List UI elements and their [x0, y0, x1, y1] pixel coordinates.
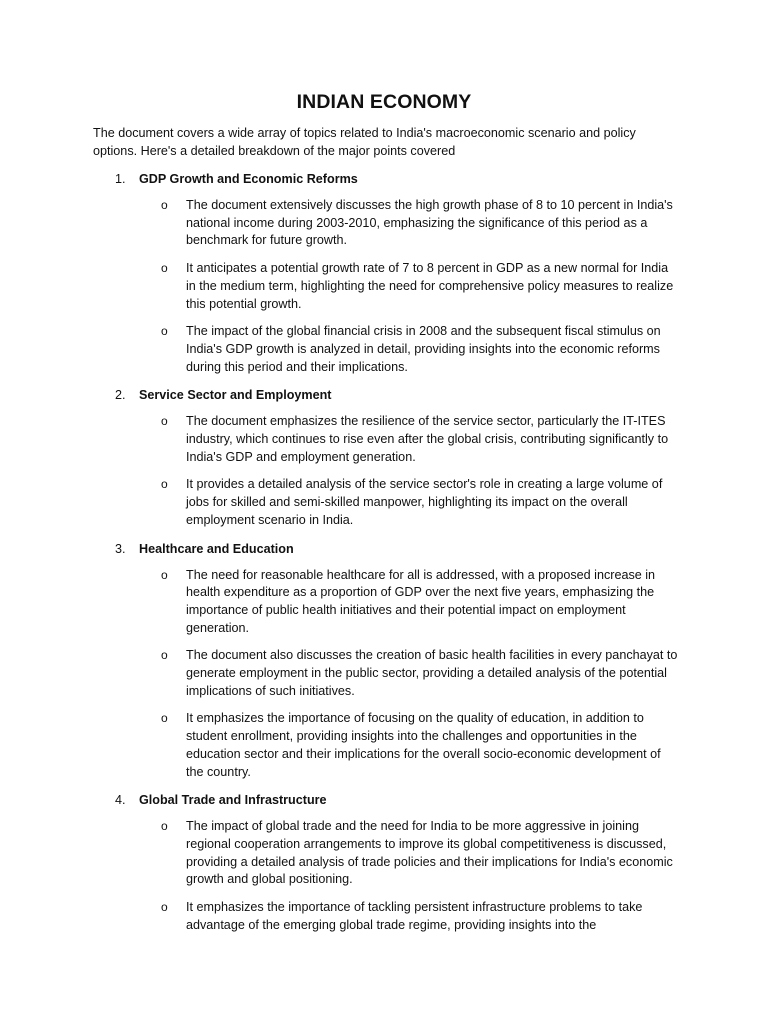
section-title: Healthcare and Education	[139, 541, 294, 556]
bullet-text: It anticipates a potential growth rate of 7 to 8 percent in GDP as a new normal for India in the medium term, highlighting the need for comprehensive policy measures to realize this potential growth.	[186, 261, 674, 311]
bullet-item	[0, 647, 768, 700]
bullet-text: It provides a detailed analysis of the service sector's role in creating a large volume of jobs for skilled and semi-skilled manpower, highlighting its impact on the overall employment scenario in India.	[186, 477, 663, 527]
bullet-text: The document emphasizes the resilience of the service sector, particularly the IT-ITES industry, which continues to rise even after the global crisis, contributing significantly to India's GDP and employment generation.	[186, 414, 669, 464]
bullet-marker: o	[161, 414, 168, 429]
bullet-text: It emphasizes the importance of focusing on the quality of education, in addition to student enrollment, providing insights into the challenges and opportunities in the education sector and their implications for the overall socio-economic development of the country.	[186, 711, 661, 779]
bullet-item	[0, 567, 768, 638]
bullet-item	[0, 710, 768, 781]
section-title: GDP Growth and Economic Reforms	[139, 172, 358, 186]
section-heading	[0, 170, 768, 188]
bullet-marker: o	[161, 198, 168, 212]
bullet-marker: o	[161, 819, 168, 834]
section-gdp-growth	[0, 170, 768, 376]
bullet-marker: o	[161, 477, 168, 492]
bullet-marker: o	[161, 711, 168, 726]
section-heading	[0, 386, 768, 404]
intro-paragraph: The document covers a wide array of topics related to India's macroeconomic scenario and policy options. Here's a detailed breakdown of the major points covered	[93, 126, 636, 158]
bullet-text: The document also discusses the creation of basic health facilities in every panchayat to generate employment in the public sector, providing a detailed analysis of the potential implications of such initiatives.	[186, 648, 678, 698]
section-heading	[0, 540, 768, 558]
bullet-marker: o	[161, 324, 168, 339]
section-list	[0, 170, 768, 945]
page-title: INDIAN ECONOMY	[296, 91, 472, 113]
bullet-text: It emphasizes the importance of tackling persistent infrastructure problems to take advantage of the emerging global trade regime, providing insights into the	[186, 900, 643, 932]
bullet-item	[0, 413, 768, 466]
section-healthcare-education	[0, 540, 768, 782]
bullet-text: The impact of the global financial crisis in 2008 and the subsequent fiscal stimulus on India's GDP growth is analyzed in detail, providing insights into the economic reforms during this period and their implications.	[186, 324, 661, 374]
bullet-item	[0, 197, 768, 250]
bullet-text: The document extensively discusses the high growth phase of 8 to 10 percent in India's national income during 2003-2010, emphasizing the significance of this period as a benchmark for future growth.	[186, 198, 673, 248]
bullet-text: The need for reasonable healthcare for all is addressed, with a proposed increase in health expenditure as a proportion of GDP over the next five years, emphasizing the importance of public health initiatives and their potential impact on employment generation.	[186, 567, 656, 635]
section-number: 2.	[115, 388, 126, 403]
bullet-item	[0, 818, 768, 889]
bullet-marker: o	[161, 648, 168, 663]
section-number: 4.	[115, 793, 126, 808]
bullet-marker: o	[161, 567, 168, 582]
section-number: 3.	[115, 541, 126, 556]
bullet-text: The impact of global trade and the need for India to be more aggressive in joining regional cooperation arrangements to improve its global competitiveness is discussed, providing a detailed analysis of trade policies and their implications for India's economic growth and global positioning.	[186, 819, 673, 887]
bullet-item	[0, 323, 768, 376]
section-heading	[0, 791, 768, 809]
section-global-trade	[0, 791, 768, 934]
bullet-marker: o	[161, 900, 168, 915]
bullet-item	[0, 899, 768, 934]
section-title: Global Trade and Infrastructure	[139, 793, 327, 808]
bullet-item	[0, 260, 768, 313]
bullet-item	[0, 476, 768, 529]
section-title: Service Sector and Employment	[139, 388, 332, 403]
bullet-marker: o	[161, 261, 168, 276]
section-number: 1.	[115, 172, 126, 186]
section-service-sector	[0, 386, 768, 529]
